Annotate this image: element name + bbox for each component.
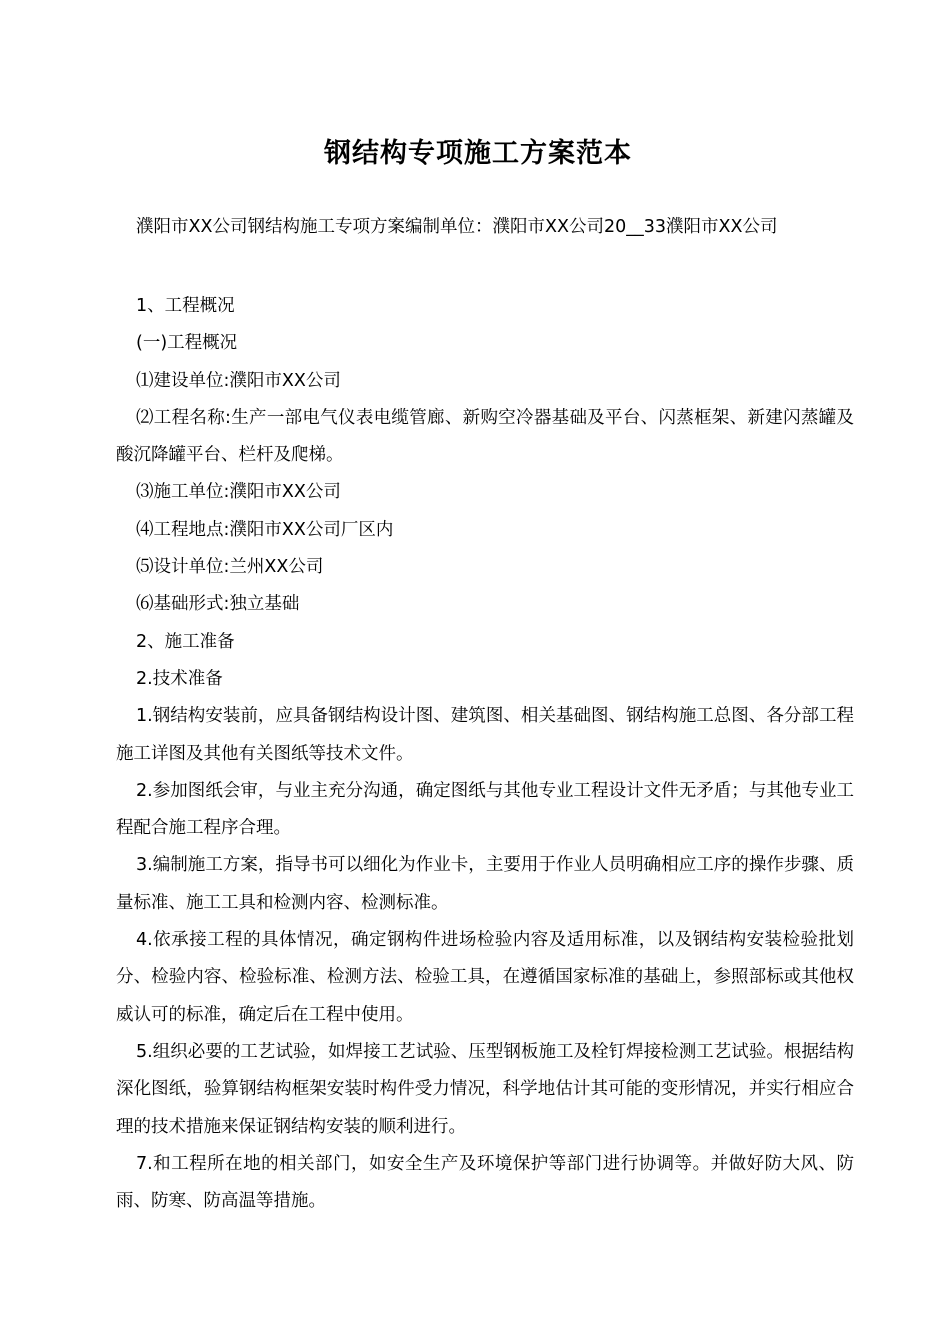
paragraph: 4.依承接工程的具体情况，确定钢构件进场检验内容及适用标准，以及钢结构安装检验批划分、检验内容、检验标准、检测方法、检验工具，在遵循国家标准的基础上，参照部标或其他权威认可的标准，确定后在工程中使用。 xyxy=(116,930,854,1025)
document-body xyxy=(116,288,854,1220)
paragraph: (一)工程概况 xyxy=(136,333,238,354)
document-title: 钢结构专项施工方案范本 xyxy=(324,138,632,169)
paragraph: ⑵工程名称:生产一部电气仪表电缆管廊、新购空冷器基础及平台、闪蒸框架、新建闪蒸罐及酸沉降罐平台、栏杆及爬梯。 xyxy=(116,407,854,466)
paragraph: 2、施工准备 xyxy=(136,631,235,652)
paragraph: ⑹基础形式:独立基础 xyxy=(136,594,300,615)
paragraph: 5.组织必要的工艺试验，如焊接工艺试验、压型钢板施工及栓钉焊接检测工艺试验。根据结构深化图纸，验算钢结构框架安装时构件受力情况，科学地估计其可能的变形情况，并实行相应合理的技术措施来保证钢结构安装的顺利进行。 xyxy=(116,1041,854,1137)
paragraph: ⑷工程地点:濮阳市XX公司厂区内 xyxy=(136,519,394,540)
document-subtitle: 濮阳市XX公司钢结构施工专项方案编制单位：濮阳市XX公司20__33濮阳市XX公司 xyxy=(136,217,778,237)
paragraph: ⑴建设单位:濮阳市XX公司 xyxy=(136,370,341,391)
paragraph: 3.编制施工方案，指导书可以细化为作业卡，主要用于作业人员明确相应工序的操作步骤、质量标准、施工工具和检测内容、检测标准。 xyxy=(116,855,854,913)
paragraph: 2.技术准备 xyxy=(136,668,223,689)
paragraph: 1、工程概况 xyxy=(136,296,235,316)
paragraph: ⑶施工单位:濮阳市XX公司 xyxy=(136,482,341,503)
paragraph: 1.钢结构安装前，应具备钢结构设计图、建筑图、相关基础图、钢结构施工总图、各分部工程施工详图及其他有关图纸等技术文件。 xyxy=(116,706,854,764)
paragraph: 7.和工程所在地的相关部门，如安全生产及环境保护等部门进行协调等。并做好防大风、防雨、防寒、防高温等措施。 xyxy=(116,1153,854,1212)
paragraph: 2.参加图纸会审，与业主充分沟通，确定图纸与其他专业工程设计文件无矛盾；与其他专业工程配合施工程序合理。 xyxy=(116,780,854,839)
paragraph: ⑸设计单位:兰州XX公司 xyxy=(136,557,324,578)
